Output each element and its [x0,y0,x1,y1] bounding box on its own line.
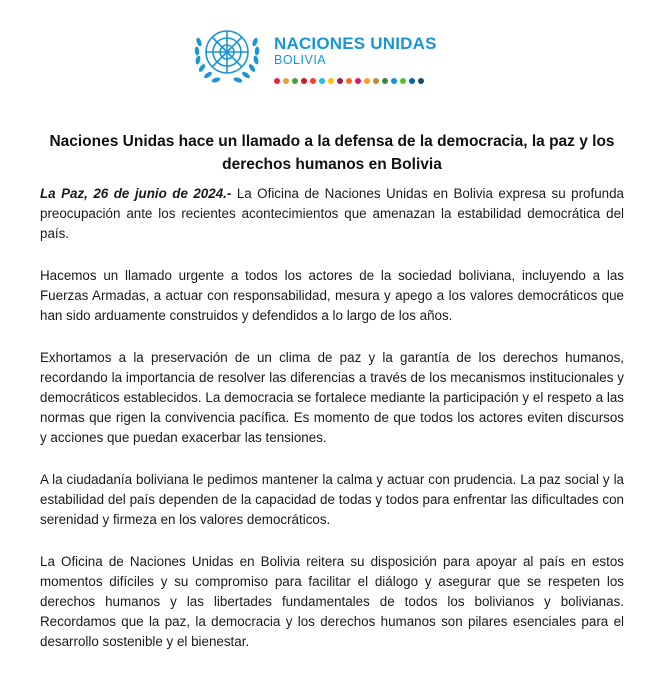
sdg-dot [391,78,397,84]
dateline: La Paz, 26 de junio de 2024.- [40,186,232,201]
org-name: NACIONES UNIDAS [274,34,437,53]
lead-text: La Oficina de Naciones Unidas en Bolivia expresa su profunda preocupación ante los recientes acontecimientos que amenazan la estabilidad democrática del país. [40,186,624,241]
un-logo [190,22,437,88]
sdg-dot [400,78,406,84]
sdg-dot [337,78,343,84]
document-body [40,184,624,674]
body-paragraph-3: A la ciudadanía boliviana le pedimos mantener la calma y actuar con prudencia. La paz social y la estabilidad del país dependen de la capacidad de todas y todos para enfrentar las dificultades con serenidad y firmeza en los valores democráticos. [40,472,624,527]
sdg-dot [409,78,415,84]
un-emblem-icon [190,22,264,88]
sdg-dot [355,78,361,84]
sdg-dot [310,78,316,84]
body-paragraph-4: La Oficina de Naciones Unidas en Bolivia reitera su disposición para apoyar al país en estos momentos difíciles y su compromiso para facilitar el diálogo y asegurar que se respeten los derechos humanos y las libertades fundamentales de todos los bolivianos y bolivianas. Recordamos que la paz, la democracia y los derechos humanos son pilares esenciales para el desarrollo sostenible y el bienestar. [40,554,624,649]
sdg-dot [364,78,370,84]
sdg-dot [382,78,388,84]
sdg-dot [292,78,298,84]
org-country: BOLIVIA [274,53,327,67]
page-title: Naciones Unidas hace un llamado a la defensa de la democracia, la paz y los derechos humanos en Bolivia [49,133,615,173]
sdg-dot [301,78,307,84]
sdg-dot [418,78,424,84]
org-block [274,35,437,84]
sdg-dot [274,78,280,84]
body-paragraph-1: Hacemos un llamado urgente a todos los actores de la sociedad boliviana, incluyendo a las Fuerzas Armadas, a actuar con responsabilidad, mesura y apego a los valores democráticos que han sido arduamente construidos y defendidos a lo largo de los años. [40,268,624,323]
sdg-dot [319,78,325,84]
sdg-dot [328,78,334,84]
body-paragraph-2: Exhortamos a la preservación de un clima de paz y la garantía de los derechos humanos, recordando la importancia de resolver las diferencias a través de los mecanismos institucionales y democráticos establecidos. La democracia se fortalece mediante la participación y el respeto a las normas que rigen la convivencia pacífica. Es momento de que todos los actores eviten discursos y acciones que puedan exacerbar las tensiones. [40,350,624,445]
sdg-dot [283,78,289,84]
sdg-dot [373,78,379,84]
sdg-dot [346,78,352,84]
sdg-color-dots [274,78,437,84]
lead-paragraph [40,184,624,244]
